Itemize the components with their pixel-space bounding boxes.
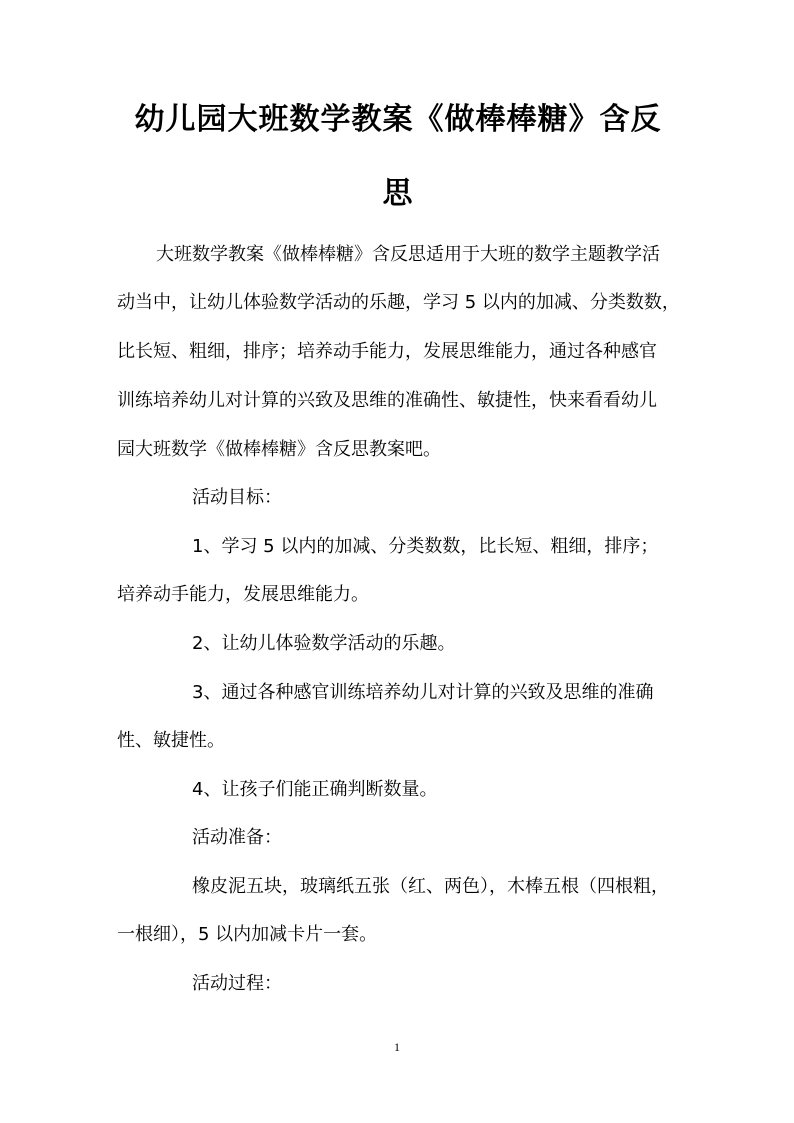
goals-heading: 活动目标： [192,487,282,508]
document-title-line-2: 思 [382,176,414,211]
process-heading: 活动过程： [192,973,282,994]
intro-line-5: 园大班数学《做棒棒糖》含反思教案吧。 [117,439,441,460]
goal-item-3-cont: 性、敏捷性。 [117,730,225,751]
intro-line-2: 动当中，让幼儿体验数学活动的乐趣，学习 5 以内的加减、分类数数， [117,292,680,313]
intro-line-1: 大班数学教案《做棒棒糖》含反思适用于大班的数学主题教学活 [156,244,660,265]
document-title-line-1: 幼儿园大班数学教案《做棒棒糖》含反 [134,102,662,137]
goal-item-1: 1、学习 5 以内的加减、分类数数，比长短、粗细，排序； [192,536,659,557]
goal-item-2: 2、让幼儿体验数学活动的乐趣。 [192,633,456,654]
prep-line-2: 一根细），5 以内加减卡片一套。 [117,924,378,945]
intro-line-3: 比长短、粗细，排序；培养动手能力，发展思维能力，通过各种感官 [117,341,657,362]
intro-line-4: 训练培养幼儿对计算的兴致及思维的准确性、敏捷性，快来看看幼儿 [117,390,657,411]
page-number: 1 [394,1040,400,1054]
goal-item-4: 4、让孩子们能正确判断数量。 [192,779,438,800]
prep-line-1: 橡皮泥五块，玻璃纸五张（红、两色），木棒五根（四根粗， [192,876,669,897]
goal-item-1-cont: 培养动手能力，发展思维能力。 [117,584,369,605]
prep-heading: 活动准备： [192,827,282,848]
goal-item-3: 3、通过各种感官训练培养幼儿对计算的兴致及思维的准确 [192,682,654,703]
